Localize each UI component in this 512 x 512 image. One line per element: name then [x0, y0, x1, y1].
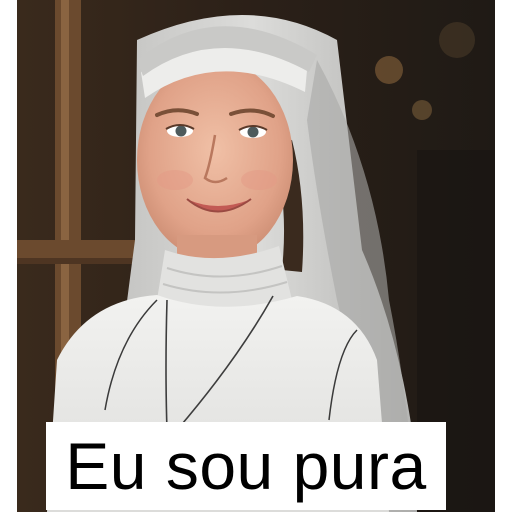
- bokeh-light: [439, 22, 475, 58]
- iris-left: [176, 126, 187, 137]
- iris-right: [248, 127, 259, 138]
- cheek-left: [157, 170, 193, 190]
- bokeh-light: [412, 100, 432, 120]
- window-rail-lower: [17, 258, 137, 264]
- caption-box: [46, 422, 446, 510]
- bokeh-light: [375, 56, 403, 84]
- face: [137, 60, 293, 260]
- window-rail: [17, 240, 137, 258]
- caption-text: Eu sou pura: [65, 429, 427, 503]
- cheek-right: [241, 170, 277, 190]
